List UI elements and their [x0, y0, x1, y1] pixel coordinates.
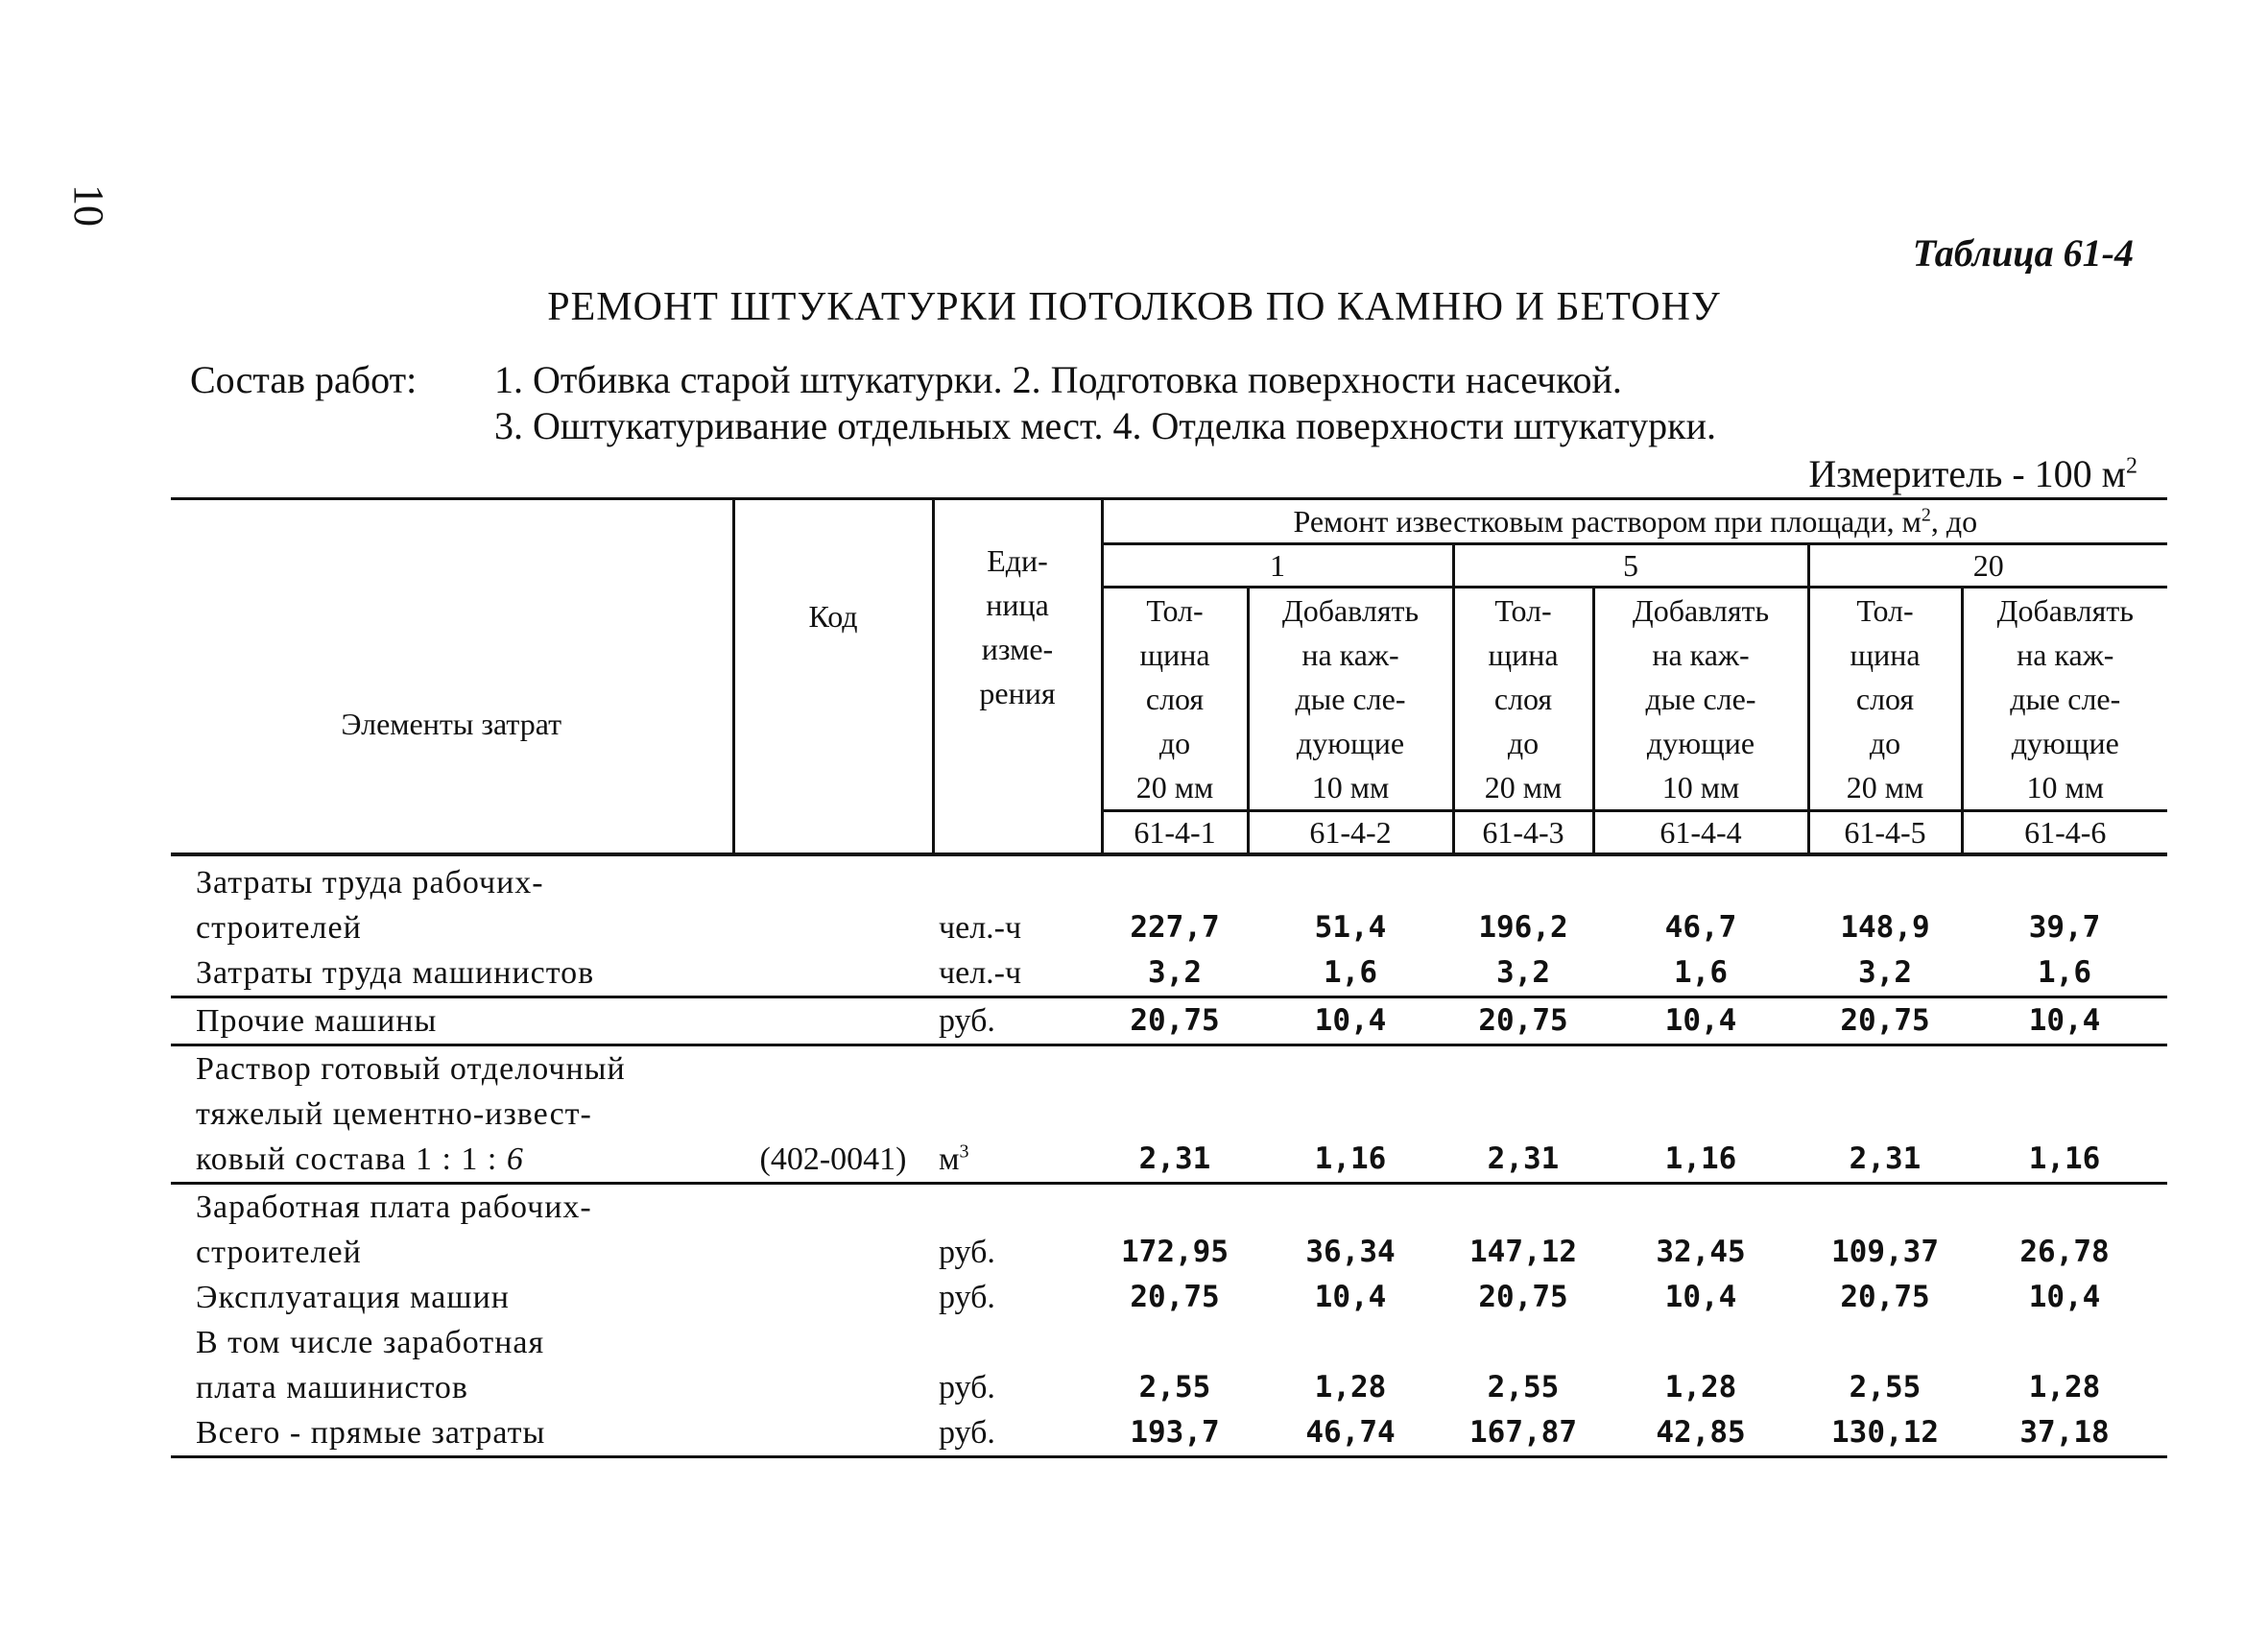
header-add-line: на каж-	[2017, 637, 2114, 672]
header-code-61-4-5: 61-4-5	[1808, 811, 1962, 855]
header-add-line: дые сле-	[1295, 682, 1406, 716]
table-header	[171, 499, 2167, 855]
row-unit: руб.	[939, 1280, 995, 1315]
table-row	[171, 1137, 2167, 1184]
row-name: строителей	[196, 1235, 362, 1270]
value-cell: 109,37	[1831, 1235, 1939, 1269]
value-cell: 20,75	[1130, 1280, 1220, 1314]
header-thickness-line: слоя	[1493, 682, 1553, 716]
table-row	[171, 905, 2167, 950]
header-code-61-4-2: 61-4-2	[1248, 811, 1453, 855]
row-unit: чел.-ч	[933, 950, 1102, 997]
header-area-1: 1	[1102, 544, 1453, 588]
value-cell: 26,78	[2019, 1235, 2110, 1269]
row-unit: чел.-ч	[939, 910, 1022, 946]
value-cell: 2,55	[1487, 1370, 1560, 1405]
header-thickness	[1453, 588, 1593, 811]
header-area-5: 5	[1453, 544, 1808, 588]
row-code	[733, 997, 933, 1045]
row-name: Затраты труда машинистов	[171, 950, 733, 997]
value-cell: 10,4	[1962, 997, 2167, 1045]
row-code	[733, 1365, 933, 1410]
header-add-line: 10 мм	[1661, 770, 1740, 804]
page-number: 10	[65, 184, 112, 227]
value-cell: 36,34	[1305, 1235, 1396, 1269]
value-cell: 46,7	[1664, 910, 1737, 945]
row-name-ratio: 6	[506, 1141, 524, 1177]
header-add	[1248, 588, 1453, 811]
header-area-20: 20	[1808, 544, 2167, 588]
value-cell: 172,95	[1121, 1235, 1229, 1269]
value-cell: 10,4	[1248, 997, 1453, 1045]
header-repair	[1102, 499, 2167, 544]
header-code-61-4-1: 61-4-1	[1102, 811, 1248, 855]
header-add	[1593, 588, 1808, 811]
value-cell: 20,75	[1478, 1280, 1568, 1314]
table-row	[171, 1320, 2167, 1365]
row-name: тяжелый цементно-извест-	[196, 1096, 592, 1132]
row-code	[733, 1275, 933, 1320]
value-cell: 1,28	[1314, 1370, 1387, 1405]
value-cell: 1,6	[1248, 950, 1453, 997]
value-cell: 1,6	[1962, 950, 2167, 997]
row-code	[733, 950, 933, 997]
value-cell: 3,2	[1453, 950, 1593, 997]
composition-label: Состав работ:	[190, 358, 418, 401]
table-body	[171, 854, 2167, 1457]
header-unit-l1: Еди-	[987, 543, 1048, 578]
composition-line-2: 3. Оштукатуривание отдельных мест. 4. Отделка поверхности штукатурки.	[494, 404, 1716, 447]
header-thickness-line: до	[1869, 726, 1901, 760]
header-add	[1962, 588, 2167, 811]
page-title: РЕМОНТ ШТУКАТУРКИ ПОТОЛКОВ ПО КАМНЮ И БЕТОНУ	[547, 285, 1721, 329]
row-name: Заработная плата рабочих-	[196, 1189, 592, 1225]
value-cell: 42,85	[1593, 1410, 1808, 1457]
header-unit-l2: ница	[986, 588, 1049, 622]
value-cell: 147,12	[1469, 1235, 1577, 1269]
header-add-line: Добавлять	[1281, 593, 1420, 628]
value-cell: 1,28	[2028, 1370, 2101, 1405]
header-thickness-line: щина	[1850, 637, 1921, 672]
header-thickness-line: слоя	[1145, 682, 1205, 716]
measurer	[1808, 451, 2137, 496]
header-thickness-line: щина	[1488, 637, 1559, 672]
value-cell: 196,2	[1478, 910, 1568, 945]
header-code-label: Код	[808, 599, 858, 634]
row-unit-sup: 3	[959, 1141, 969, 1163]
header-add-line: 10 мм	[2026, 770, 2105, 804]
row-name: Всего - прямые затраты	[171, 1410, 733, 1457]
value-cell: 2,55	[1138, 1370, 1211, 1405]
value-cell: 1,16	[1248, 1137, 1453, 1184]
header-repair-sup: 2	[1921, 504, 1931, 526]
row-unit: руб.	[939, 1370, 995, 1405]
value-cell: 227,7	[1130, 910, 1220, 945]
row-name: Раствор готовый отделочный	[196, 1051, 626, 1087]
value-cell: 1,16	[1593, 1137, 1808, 1184]
value-cell: 37,18	[1962, 1410, 2167, 1457]
composition-line-1: 1. Отбивка старой штукатурки. 2. Подготовка поверхности насечкой.	[494, 358, 1622, 401]
table-row	[171, 854, 2167, 905]
table-row	[171, 950, 2167, 997]
header-unit	[933, 499, 1102, 855]
header-thickness-line: 20 мм	[1846, 770, 1924, 804]
header-repair-tail: , до	[1930, 504, 1978, 539]
row-name	[171, 1137, 733, 1184]
value-cell: 193,7	[1102, 1410, 1248, 1457]
value-cell: 20,75	[1840, 1280, 1930, 1314]
value-cell: 10,4	[1664, 1280, 1737, 1314]
table-row	[171, 1275, 2167, 1320]
header-thickness-line: Тол-	[1856, 593, 1914, 628]
table-row	[171, 1092, 2167, 1137]
table-row	[171, 1045, 2167, 1093]
header-repair-text: Ремонт известковым раствором при площади, м	[1293, 504, 1922, 539]
value-cell: 1,28	[1664, 1370, 1737, 1405]
value-cell: 167,87	[1453, 1410, 1593, 1457]
header-add-line: дые сле-	[1645, 682, 1756, 716]
value-cell: 2,31	[1453, 1137, 1593, 1184]
header-add-line: дующие	[1646, 726, 1755, 760]
header-add-line: на каж-	[1652, 637, 1750, 672]
value-cell: 2,31	[1102, 1137, 1248, 1184]
table-row	[171, 1184, 2167, 1231]
value-cell: 2,55	[1849, 1370, 1922, 1405]
value-cell: 148,9	[1840, 910, 1930, 945]
header-thickness	[1102, 588, 1248, 811]
row-unit: руб.	[939, 1235, 995, 1270]
value-cell: 46,74	[1248, 1410, 1453, 1457]
value-cell: 20,75	[1808, 997, 1962, 1045]
header-unit-l4: рения	[979, 676, 1056, 710]
value-cell: 32,45	[1656, 1235, 1746, 1269]
row-name: Прочие машины	[171, 997, 733, 1045]
row-code: (402-0041)	[733, 1137, 933, 1184]
row-code	[733, 1410, 933, 1457]
value-cell: 2,31	[1808, 1137, 1962, 1184]
table-row	[171, 997, 2167, 1045]
header-elements-label: Элементы затрат	[341, 706, 562, 741]
header-thickness-line: до	[1158, 726, 1191, 760]
header-thickness-line: 20 мм	[1135, 770, 1214, 804]
table-row	[171, 1365, 2167, 1410]
row-name: плата машинистов	[196, 1370, 468, 1405]
row-name: Затраты труда рабочих-	[196, 865, 544, 901]
measurer-text: Измеритель - 100 м	[1808, 452, 2126, 495]
measurer-sup: 2	[2126, 453, 2137, 479]
table-row	[171, 1410, 2167, 1457]
value-cell: 20,75	[1453, 997, 1593, 1045]
value-cell: 3,2	[1102, 950, 1248, 997]
header-code-61-4-4: 61-4-4	[1593, 811, 1808, 855]
value-cell: 1,6	[1593, 950, 1808, 997]
table-label: Таблица 61-4	[1912, 231, 2134, 275]
value-cell: 3,2	[1808, 950, 1962, 997]
row-code	[733, 905, 933, 950]
header-elements	[171, 499, 733, 855]
row-name-part: ковый состава 1 : 1 :	[196, 1141, 507, 1177]
header-add-line: дые сле-	[2010, 682, 2121, 716]
value-cell: 1,16	[1962, 1137, 2167, 1184]
row-name: В том числе заработная	[196, 1325, 545, 1360]
header-code-61-4-6: 61-4-6	[1962, 811, 2167, 855]
header-thickness-line: Тол-	[1146, 593, 1204, 628]
header-unit-l3: изме-	[981, 632, 1054, 666]
value-cell: 51,4	[1314, 910, 1387, 945]
value-cell: 10,4	[1593, 997, 1808, 1045]
row-unit-text: м	[939, 1141, 960, 1177]
row-unit	[933, 1137, 1102, 1184]
header-add-line: дующие	[1296, 726, 1405, 760]
header-add-line: Добавлять	[1632, 593, 1770, 628]
header-code	[733, 499, 933, 855]
table-row	[171, 1230, 2167, 1275]
header-code-61-4-3: 61-4-3	[1453, 811, 1593, 855]
header-add-line: 10 мм	[1311, 770, 1390, 804]
row-code	[733, 1230, 933, 1275]
header-thickness-line: слоя	[1855, 682, 1915, 716]
row-name: строителей	[196, 910, 362, 946]
value-cell: 130,12	[1808, 1410, 1962, 1457]
row-unit: руб.	[933, 997, 1102, 1045]
header-add-line: на каж-	[1301, 637, 1399, 672]
header-add-line: Добавлять	[1996, 593, 2134, 628]
header-thickness	[1808, 588, 1962, 811]
value-cell: 10,4	[2028, 1280, 2101, 1314]
header-thickness-line: до	[1507, 726, 1540, 760]
header-thickness-line: 20 мм	[1484, 770, 1563, 804]
row-name: Эксплуатация машин	[196, 1280, 510, 1315]
header-add-line: дующие	[2011, 726, 2119, 760]
header-thickness-line: щина	[1139, 637, 1210, 672]
value-cell: 10,4	[1314, 1280, 1387, 1314]
cost-table	[171, 497, 2167, 1458]
header-thickness-line: Тол-	[1494, 593, 1552, 628]
row-unit: руб.	[933, 1410, 1102, 1457]
value-cell: 20,75	[1102, 997, 1248, 1045]
value-cell: 39,7	[2028, 910, 2101, 945]
